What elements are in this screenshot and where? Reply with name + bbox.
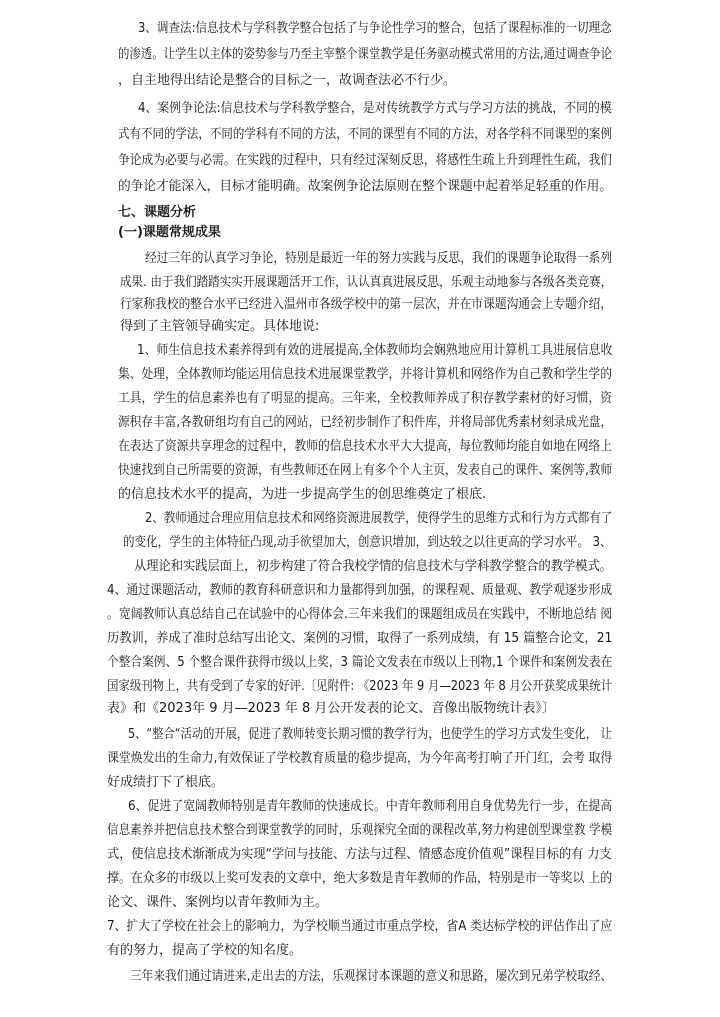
- text-line: 工具，学生的信息素养也有了明显的提高。三年来，全校教师养成了积存教学素材的好习惯，资: [118, 391, 613, 406]
- text-line: 5、“整合“活动的开展，促进了教师转变长期习惯的教学行为，也使学生的学习方式发生变化， 让: [128, 727, 612, 742]
- text-line: 有的努力，提高了学校的知名度。: [107, 943, 303, 958]
- text-line: 的信息技术水平的提高，为进一步提高学生的创思维奠定了根底.: [118, 487, 487, 502]
- text-line: 4、通过课题活动，教师的教育科研意识和力量都得到加强，的课程观、质量观、教学观逐步形成: [107, 583, 613, 598]
- subsection-heading: (一)课题常规成果: [118, 225, 221, 240]
- text-line: 1、师生信息技术素养得到有效的进展提高,全体教师均会娴熟地应用计算机工具进展信息收: [137, 343, 613, 358]
- text-line: 的渗透。让学生以主体的姿势参与乃至主宰整个课堂教学是任务驱动模式常用的方法,通过调查争论: [118, 47, 613, 62]
- text-line: 4、案例争论法:信息技术与学科教学整合，是对传统教学方式与学习方法的挑战，不同的模: [138, 101, 612, 116]
- text-line: 信息素养并把信息技术整合到课堂教学的同时，乐观探究全面的课程改革,努力构建创型课堂教 学模: [107, 823, 613, 838]
- text-line: 成果. 由于我们踏踏实实开展课题活开工作，认认真真进展反思，乐观主动地参与各级各类竞赛，: [120, 275, 613, 290]
- text-line: 历教训，养成了准时总结写出论文、案例的习惯，取得了一系列成绩，有 15 篇整合论文，21: [107, 631, 613, 646]
- text-line: 国家级刊物上，共有受到了专家的好评.〔见附件: 《2023 年 9 月—2023 年 8 月公开获奖成果统计: [107, 679, 613, 694]
- text-line: 争论成为必要与必需。在实践的过程中，只有经过深刻反思，将感性生疏上升到理性生疏，我们: [118, 153, 613, 168]
- text-line: 行家称我校的整合水平已经进入温州市各级学校中的第一层次，并在市课题沟通会上专题介绍，: [120, 297, 613, 312]
- text-line: 式，使信息技术渐渐成为实现“学问与技能、方法与过程、情感态度价值观”课程目标的有 力支: [107, 847, 612, 862]
- text-line: 好成绩打下了根底。: [107, 775, 225, 790]
- text-line: 源积存丰富,各教研组均有自己的网站，已经初步制作了积件库，并将局部优秀素材刻录成光盘，: [118, 415, 613, 430]
- text-line: 得到了主管领导确实定。具体地说:: [120, 319, 320, 334]
- text-line: 的变化，学生的主体特征凸现,动手欲望加大，创意识增加，到达较之以往更高的学习水平。 3、: [123, 535, 612, 550]
- text-line: 个整合案例、5 个整合课件获得市级以上奖，3 篇论文发表在市级以上刊物,1 个课件和案例发表在: [107, 655, 613, 670]
- text-line: 撑。在众多的市级以上奖可发表的文章中，绝大多数是青年教师的作品，特别是市一等奖以 上的: [107, 871, 613, 886]
- text-line: 2、教师通过合理应用信息技术和网络资源进展教学，使得学生的思维方式和行为方式都有了: [145, 511, 613, 526]
- text-line: ，自主地得出结论是整合的目标之一，故调查法必不行少。: [118, 73, 457, 88]
- text-line: 课堂焕发出的生命力,有效保证了学校教育质量的稳步提高，为今年高考打响了开门红，会考 取得: [107, 751, 613, 766]
- text-line: 在表达了资源共享理念的过程中，教师的信息技术水平大大提高，每位教师均能自如地在网络上: [118, 439, 613, 454]
- text-line: 从理论和实践层面上，初步构建了符合我校学情的信息技术与学科教学整合的教学模式。: [134, 559, 613, 574]
- text-line: 集、处理，全体教师均能运用信息技术进展课堂教学，并将计算机和网络作为自己教和学生学的: [118, 367, 613, 382]
- text-line: 三年来我们通过请进来,走出去的方法，乐观探讨本课题的意义和思路，屡次到兄弟学校取经、: [130, 969, 613, 984]
- text-line: 经过三年的认真学习争论，特别是最近一年的努力实践与反思，我们的课题争论取得一系列: [145, 251, 613, 266]
- text-line: 式有不同的学法，不同的学科有不同的方法，不同的课型有不同的方法，对各学科不同课型的案例: [118, 127, 613, 142]
- text-line: 7、扩大了学校在社会上的影响力，为学校顺当通过市重点学校，省A 类达标学校的评估作出了应: [107, 919, 613, 934]
- text-line: 3、调查法:信息技术与学科教学整合包括了与争论性学习的整合，包括了课程标准的一切理念: [138, 21, 612, 36]
- section-heading: 七、课题分析: [118, 205, 197, 220]
- text-line: 论文、课件、案例均以青年教师为主。: [107, 895, 329, 910]
- text-line: 的争论才能深入，目标才能明确。故案例争论法原则在整个课题中起着举足轻重的作用。: [118, 179, 613, 194]
- text-line: 。宽阔教师认真总结自己在试验中的心得体会.三年来我们的课题组成员在实践中，不断地总结 阅: [107, 607, 613, 622]
- text-line: 快速找到自己所需要的资源，有些教师还在网上有多个个人主页，发表自己的课件、案例等,教师: [118, 463, 613, 478]
- text-line: 表》和《2023年 9 月—2023 年 8 月公开发表的论文、音像出版物统计表》〕: [107, 701, 555, 716]
- text-line: 6、促进了宽阔教师特别是青年教师的快速成长。中青年教师利用自身优势先行一步，在提高: [128, 799, 613, 814]
